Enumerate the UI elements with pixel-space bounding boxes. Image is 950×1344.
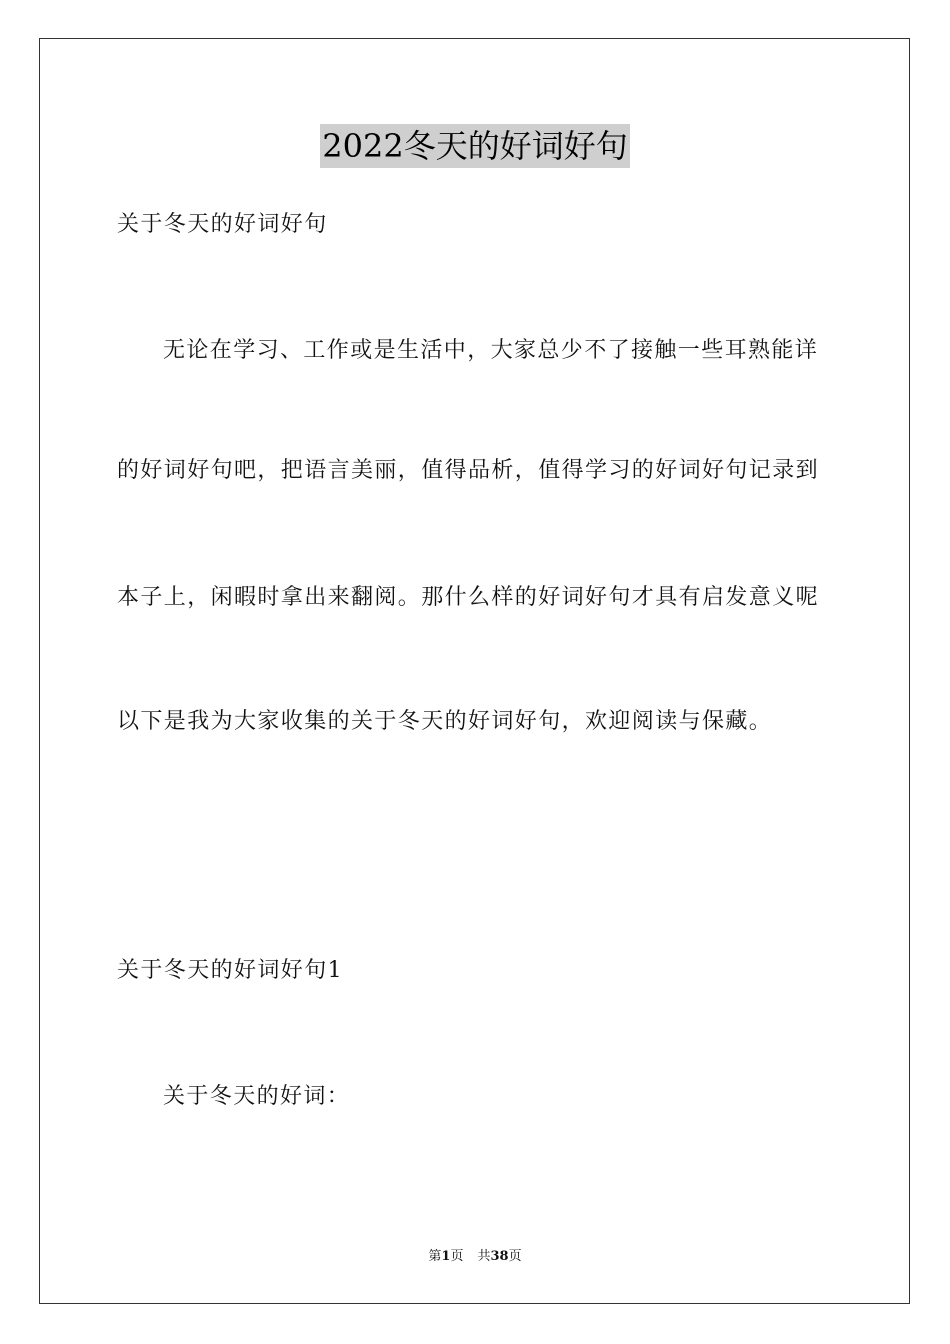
footer-suffix: 页 [508, 1249, 522, 1264]
section-subheading: 关于冬天的好词： [163, 1084, 351, 1109]
document-title: 2022冬天的好词好句 [320, 124, 629, 168]
intro-line-3: 本子上，闲暇时拿出来翻阅。那什么样的好词好句才具有启发意义呢 [117, 585, 820, 610]
footer-prefix: 第 [428, 1249, 442, 1264]
intro-line-1: 无论在学习、工作或是生活中，大家总少不了接触一些耳熟能详 [163, 338, 819, 363]
intro-line-2: 的好词好句吧，把语言美丽，值得品析，值得学习的好词好句记录到 [117, 458, 820, 483]
footer-total-prefix: 共 [477, 1249, 491, 1264]
footer-page-number: 1 [441, 1249, 451, 1264]
section-heading: 关于冬天的好词好句1 [117, 958, 343, 983]
document-subtitle: 关于冬天的好词好句 [117, 212, 328, 237]
footer-page-label: 页 [450, 1249, 464, 1264]
footer-total-pages: 38 [490, 1249, 509, 1264]
page-footer [0, 1248, 950, 1266]
title-container [0, 124, 950, 168]
intro-line-4: 以下是我为大家收集的关于冬天的好词好句，欢迎阅读与保藏。 [117, 709, 773, 734]
